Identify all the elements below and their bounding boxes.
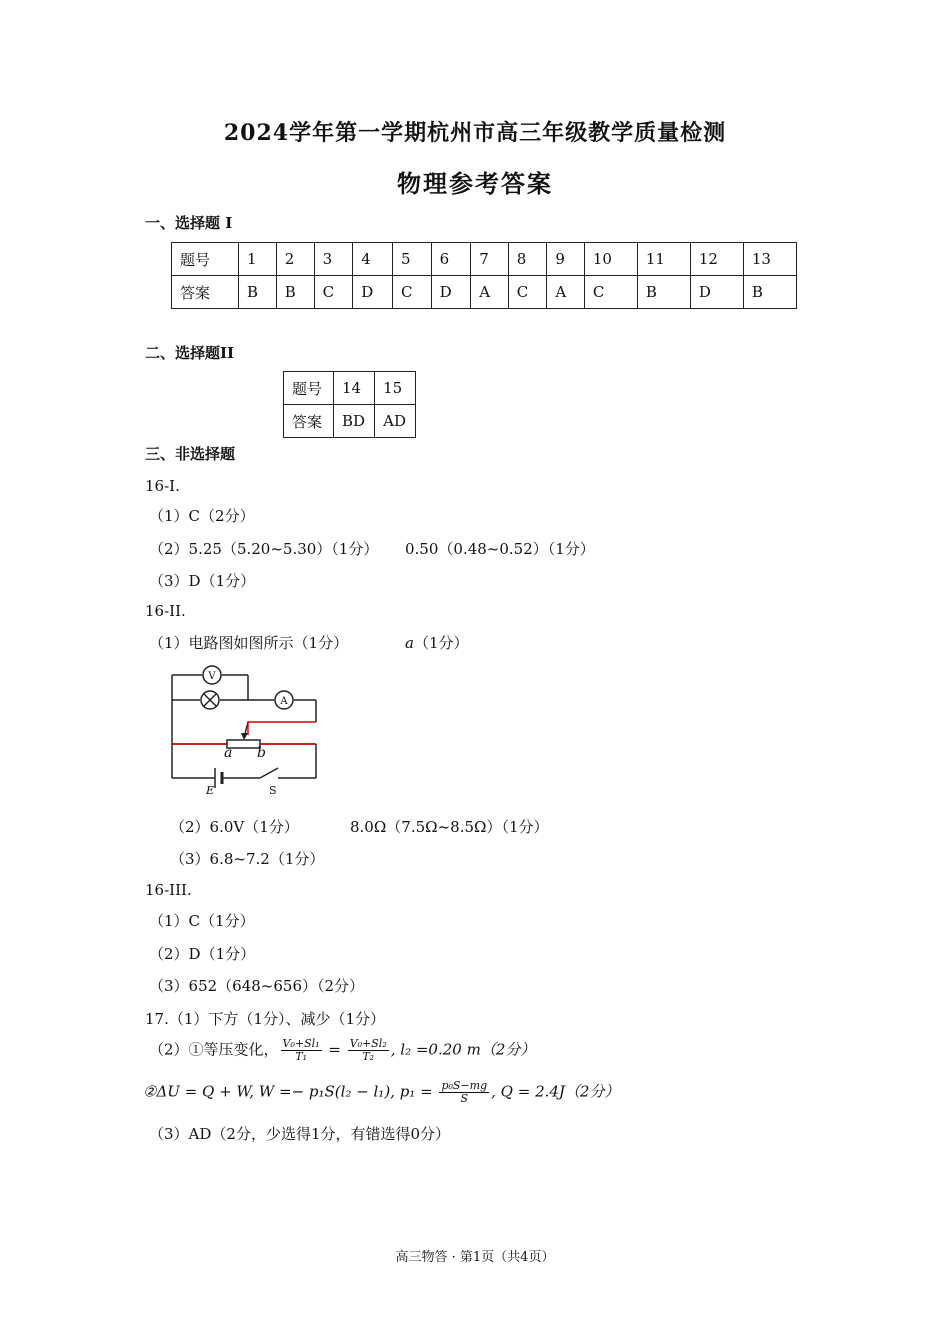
table-row-questions bbox=[172, 243, 797, 276]
table-cell: 14 bbox=[334, 372, 375, 405]
table-cell: C bbox=[508, 276, 547, 309]
q16-1-answer-1: （1）C（2分） bbox=[149, 507, 255, 525]
table-cell: D bbox=[690, 276, 743, 309]
q16-2-answer-1: （1）电路图如图所示（1分） bbox=[149, 634, 349, 652]
q16-3-label: 16-III. bbox=[145, 881, 192, 899]
ammeter-label: A bbox=[280, 696, 288, 707]
battery-label: E bbox=[206, 784, 215, 797]
table-cell: 8 bbox=[508, 243, 547, 276]
q17-answer-2 bbox=[149, 1038, 535, 1063]
q17-answer-1: 17.（1）下方（1分）、减少（1分） bbox=[145, 1010, 385, 1028]
page-title: 2024学年第一学期杭州市高三年级教学质量检测 bbox=[223, 120, 727, 146]
table-cell: C bbox=[584, 276, 637, 309]
q17-2-prefix: （2）①等压变化， bbox=[149, 1040, 279, 1059]
equals-sign: = bbox=[323, 1040, 346, 1059]
page-subtitle: 物理参考答案 bbox=[397, 169, 553, 198]
fraction-1-denominator: T₁ bbox=[295, 1050, 307, 1063]
q16-2-answer-3: （3）6.8~7.2（1分） bbox=[170, 850, 325, 868]
table-cell: B bbox=[743, 276, 796, 309]
fraction-3 bbox=[439, 1080, 489, 1105]
q17-3-suffix: , Q = 2.4J（2分） bbox=[491, 1082, 620, 1101]
table-cell: 9 bbox=[547, 243, 584, 276]
fraction-2-numerator: V₀+Sl₂ bbox=[349, 1037, 387, 1050]
table-cell: B bbox=[637, 276, 690, 309]
section1-heading: 一、选择题 I bbox=[145, 214, 233, 232]
table-cell: 13 bbox=[743, 243, 796, 276]
table-cell: B bbox=[276, 276, 314, 309]
q16-3-answer-1: （1）C（1分） bbox=[149, 912, 255, 930]
table-cell: D bbox=[353, 276, 393, 309]
fraction-1 bbox=[281, 1038, 322, 1063]
q16-1-answer-2b: 0.50（0.48~0.52）（1分） bbox=[405, 540, 595, 558]
table-cell: A bbox=[547, 276, 584, 309]
section2-heading: 二、选择题II bbox=[145, 344, 235, 362]
table-cell: A bbox=[471, 276, 508, 309]
table-cell: D bbox=[431, 276, 471, 309]
circuit-diagram bbox=[160, 660, 340, 800]
table-header-cell: 答案 bbox=[284, 405, 334, 438]
table-cell: 6 bbox=[431, 243, 471, 276]
score-text: （1分） bbox=[413, 634, 469, 652]
voltmeter-label: V bbox=[208, 671, 216, 682]
table-cell: 12 bbox=[690, 243, 743, 276]
q16-2-answer-2: （2）6.0V（1分） bbox=[170, 818, 299, 836]
q17-2-suffix: , l₂ =0.20 m（2分） bbox=[390, 1040, 536, 1059]
q16-2-answer-2b: 8.0Ω（7.5Ω~8.5Ω）（1分） bbox=[350, 818, 549, 836]
table-cell: B bbox=[239, 276, 277, 309]
red-wire-upper bbox=[248, 722, 316, 735]
table-cell: 7 bbox=[471, 243, 508, 276]
q16-1-answer-3: （3）D（1分） bbox=[149, 572, 256, 590]
table-cell: 1 bbox=[239, 243, 277, 276]
switch-label: S bbox=[269, 784, 277, 797]
variable-a: a bbox=[405, 634, 414, 652]
rheostat-end-a: a bbox=[224, 745, 233, 761]
fraction-3-numerator: p₀S−mg bbox=[441, 1079, 488, 1092]
table-cell: AD bbox=[375, 405, 416, 438]
table-cell: BD bbox=[334, 405, 375, 438]
q16-1-answer-2: （2）5.25（5.20~5.30）（1分） bbox=[149, 540, 379, 558]
q16-2-answer-1b bbox=[405, 632, 469, 653]
q17-3-prefix: ②ΔU = Q + W, W =− p₁S(l₂ − l₁), p₁ = bbox=[143, 1082, 438, 1101]
table-cell: C bbox=[314, 276, 353, 309]
fraction-1-numerator: V₀+Sl₁ bbox=[282, 1037, 320, 1050]
table-cell: 2 bbox=[276, 243, 314, 276]
table-cell: 3 bbox=[314, 243, 353, 276]
table-row-answers bbox=[284, 405, 416, 438]
table-cell: C bbox=[392, 276, 431, 309]
answer-table-2 bbox=[283, 371, 416, 438]
table-cell: 4 bbox=[353, 243, 393, 276]
q16-3-answer-3: （3）652（648~656）（2分） bbox=[149, 977, 365, 995]
fraction-2 bbox=[348, 1038, 389, 1063]
table-row-answers bbox=[172, 276, 797, 309]
table-cell: 15 bbox=[375, 372, 416, 405]
q16-2-label: 16-II. bbox=[145, 602, 186, 620]
switch-blade bbox=[260, 768, 278, 778]
table-cell: 5 bbox=[392, 243, 431, 276]
fraction-2-denominator: T₂ bbox=[362, 1050, 375, 1063]
q17-answer-4: （3）AD（2分，少选得1分，有错选得0分） bbox=[149, 1125, 451, 1143]
table-cell: 11 bbox=[637, 243, 690, 276]
answer-table-1 bbox=[171, 242, 797, 309]
table-cell: 10 bbox=[584, 243, 637, 276]
q16-3-answer-2: （2）D（1分） bbox=[149, 945, 256, 963]
table-header-cell: 题号 bbox=[172, 243, 239, 276]
q16-1-label: 16-I. bbox=[145, 477, 180, 495]
fraction-3-denominator: S bbox=[460, 1092, 469, 1105]
slider-arrow-head bbox=[241, 733, 248, 740]
page-footer: 高三物答 · 第1页（共4页） bbox=[395, 1250, 555, 1265]
table-header-cell: 题号 bbox=[284, 372, 334, 405]
rheostat-end-b: b bbox=[257, 745, 266, 761]
table-row-questions bbox=[284, 372, 416, 405]
table-header-cell: 答案 bbox=[172, 276, 239, 309]
q17-answer-3 bbox=[143, 1080, 619, 1105]
section3-heading: 三、非选择题 bbox=[145, 445, 236, 463]
